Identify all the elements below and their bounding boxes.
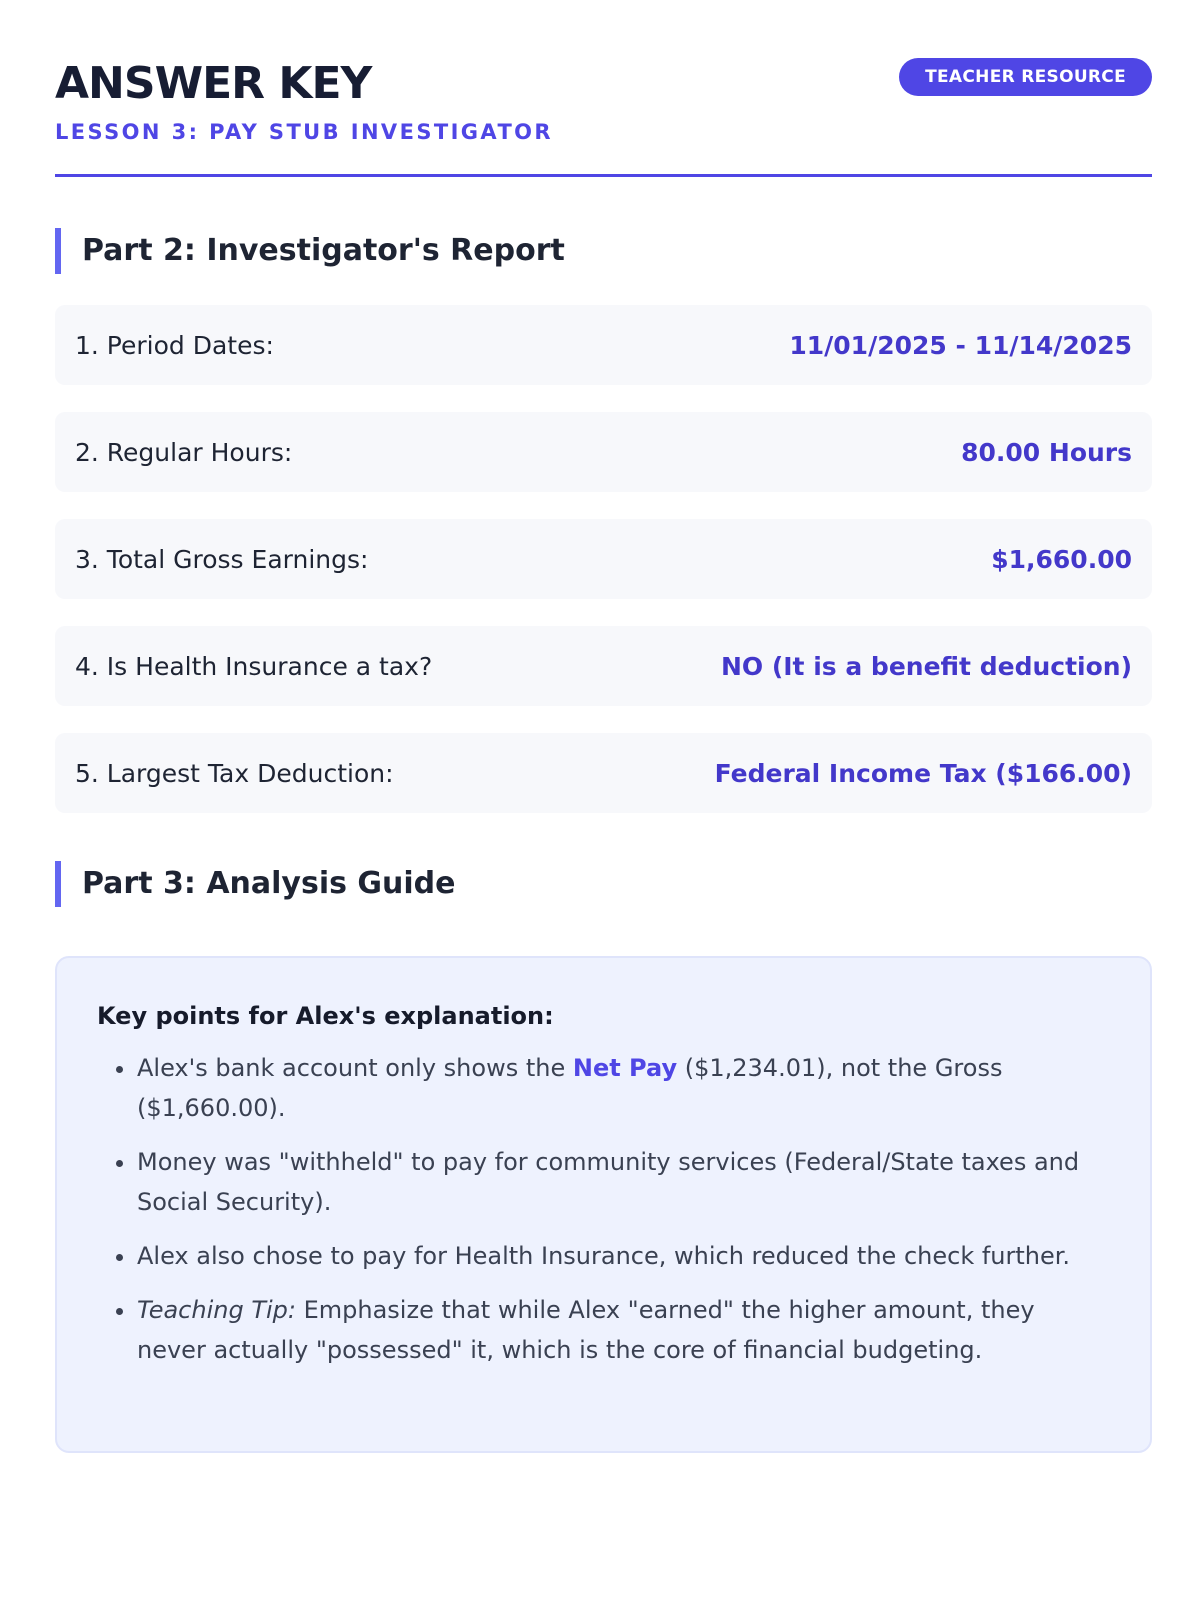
row-value: 80.00 Hours <box>961 437 1132 467</box>
header-divider <box>55 174 1152 177</box>
part3-heading: Part 3: Analysis Guide <box>55 861 1152 907</box>
point-text: ($1,234.01), not the Gross ($1,660.00). <box>137 1054 1003 1122</box>
page-header <box>55 58 1152 144</box>
teacher-resource-badge: TEACHER RESOURCE <box>899 58 1152 96</box>
row-label: 4. Is Health Insurance a tax? <box>75 651 433 681</box>
row-label: 2. Regular Hours: <box>75 437 293 467</box>
guide-heading: Key points for Alex's explanation: <box>97 1002 554 1030</box>
list-item: • Alex also chose to pay for Health Insurance, which reduced the check further. <box>137 1236 1110 1276</box>
list-item <box>137 1048 1110 1128</box>
row-value: 11/01/2025 - 11/14/2025 <box>789 330 1132 360</box>
net-pay-highlight: Net Pay <box>572 1054 678 1082</box>
row-label: 3. Total Gross Earnings: <box>75 544 369 574</box>
row-label: 1. Period Dates: <box>75 330 274 360</box>
list-item: • Money was "withheld" to pay for community services (Federal/State taxes and Social Security). <box>137 1142 1110 1222</box>
list-item <box>137 1290 1110 1370</box>
part2-heading: Part 2: Investigator's Report <box>55 228 1152 274</box>
page-title: ANSWER KEY <box>55 58 372 109</box>
point-text: Emphasize that while Alex "earned" the higher amount, they never actually "possessed" it, which is the core of financial budgeting. <box>137 1296 1035 1364</box>
row-label: 5. Largest Tax Deduction: <box>75 758 394 788</box>
investigator-report <box>55 305 1152 840</box>
report-row-period-dates <box>55 305 1152 385</box>
lesson-subtitle: LESSON 3: PAY STUB INVESTIGATOR <box>55 120 553 144</box>
analysis-guide-box <box>55 956 1152 1453</box>
point-text: Alex's bank account only shows the <box>137 1054 573 1082</box>
report-row-regular-hours <box>55 412 1152 492</box>
key-points-list <box>97 1048 1110 1370</box>
row-value: Federal Income Tax ($166.00) <box>714 758 1132 788</box>
report-row-largest-tax <box>55 733 1152 813</box>
report-row-health-insurance <box>55 626 1152 706</box>
report-row-gross-earnings <box>55 519 1152 599</box>
row-value: NO (It is a benefit deduction) <box>720 651 1132 681</box>
teaching-tip-label: Teaching Tip: <box>137 1296 296 1324</box>
row-value: $1,660.00 <box>991 544 1132 574</box>
